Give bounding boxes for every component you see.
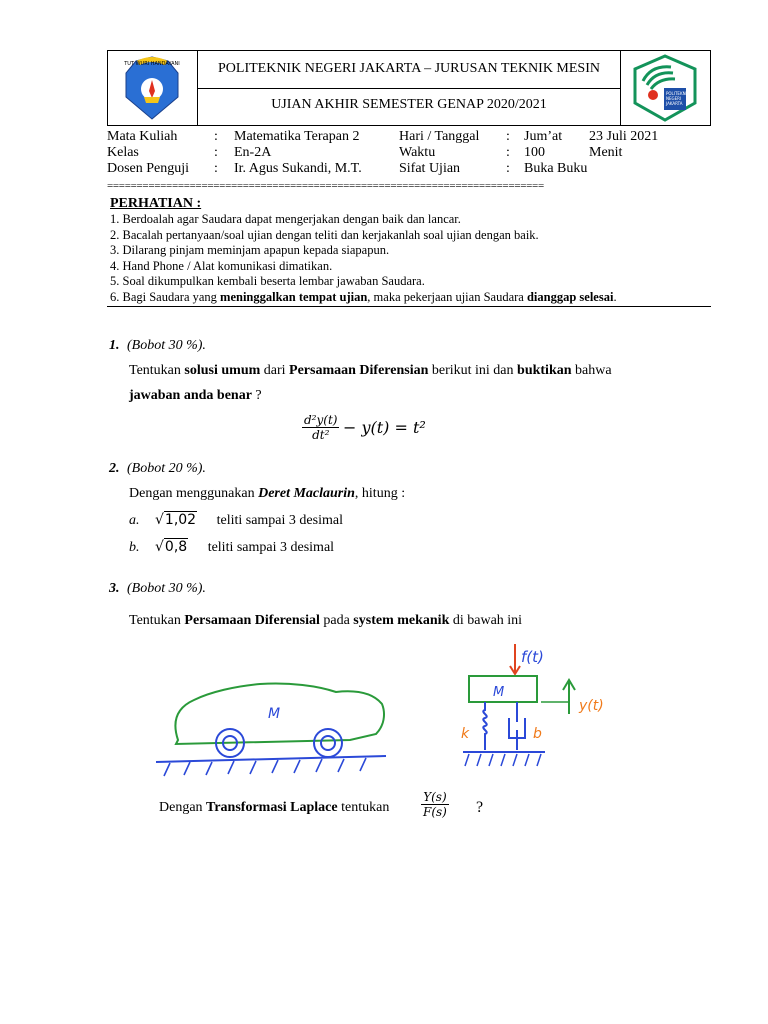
base-hatch — [465, 754, 541, 766]
q2-item-b — [129, 539, 334, 556]
hari-value: Jum’at — [524, 129, 563, 144]
text: Tentukan — [129, 613, 185, 628]
info-colons-left — [214, 129, 218, 177]
text: Dengan menggunakan — [129, 486, 259, 501]
bold-text: meninggalkan tempat ujian — [220, 289, 368, 304]
text: . — [613, 289, 617, 304]
attention-item: 2. Bacalah pertanyaan/soal ujian dengan teliti dan kerjakanlah soal ujian dengan baik. — [110, 227, 539, 242]
q1-equation — [302, 413, 426, 442]
q3-heading — [109, 581, 206, 597]
q3-weight: (Bobot 30 %). — [127, 581, 206, 596]
info-values-left — [234, 129, 362, 177]
waktu-value: 100 — [524, 145, 545, 160]
text: Tentukan — [129, 363, 185, 378]
info-labels-right — [399, 129, 479, 177]
spring-constant-label: k — [461, 726, 470, 742]
tut-wuri-handayani-logo — [108, 51, 197, 125]
attention-item: 4. Hand Phone / Alat komunikasi dimatikan. — [110, 258, 333, 273]
force-arrow — [510, 644, 520, 674]
kelas-label: Kelas — [107, 145, 139, 160]
q2-number: 2. — [109, 461, 120, 476]
item-label: a. — [129, 513, 140, 528]
text: di bawah ini — [449, 613, 523, 628]
q2-weight: (Bobot 20 %). — [127, 461, 206, 476]
colon: : — [214, 129, 218, 144]
colon: : — [506, 129, 510, 144]
question-mark: ? — [476, 799, 484, 816]
text: Dengan — [159, 800, 207, 815]
precision-note: teliti sampai 3 desimal — [207, 540, 335, 555]
pnj-logo-text-2: NEGERI — [666, 96, 682, 101]
tf-numerator: Y(s) — [421, 790, 449, 805]
item-label: b. — [129, 540, 140, 555]
kelas-value: En-2A — [234, 145, 272, 160]
eq-rest: − y(t) = t² — [342, 418, 426, 437]
separator-line: ========================================================================== — [107, 180, 544, 192]
text: pada — [319, 613, 354, 628]
transfer-function — [421, 790, 449, 819]
rear-wheel — [314, 729, 342, 757]
q1-weight: (Bobot 30 %). — [127, 338, 206, 353]
header-divider — [197, 88, 621, 89]
mata-kuliah-label: Mata Kuliah — [107, 129, 178, 144]
tanggal-value: 23 Juli 2021 — [589, 129, 659, 144]
text: tentukan — [337, 800, 390, 815]
colon: : — [214, 145, 218, 160]
colon: : — [506, 145, 510, 160]
mass-label: M — [493, 685, 505, 700]
bold-text: Persamaan Diferensian — [289, 363, 429, 378]
bold-text: system mekanik — [353, 613, 450, 628]
colon: : — [214, 161, 218, 176]
info-values-right — [524, 129, 587, 177]
spring — [483, 702, 486, 750]
text: , maka pekerjaan ujian Saudara — [367, 289, 527, 304]
q1-heading — [109, 338, 206, 354]
pnj-logo — [621, 51, 710, 125]
pnj-logo-text-3: JAKARTA — [666, 101, 683, 106]
sifat-value: Buka Buku — [524, 161, 588, 176]
waktu-unit: Menit — [589, 145, 623, 160]
car-sketch — [150, 670, 400, 785]
rear-wheel-hub — [321, 736, 335, 750]
damper — [509, 702, 525, 750]
pnj-logo-text-1: POLITEKNIK — [666, 91, 690, 96]
dosen-label: Dosen Penguji — [107, 161, 190, 176]
q2-item-a — [129, 512, 343, 529]
q1-number: 1. — [109, 338, 120, 353]
attention-item: 5. Soal dikumpulkan kembali beserta lembar jawaban Saudara. — [110, 274, 425, 289]
damping-label: b — [533, 726, 542, 742]
svg-text:TUT WURI HANDAYANI: TUT WURI HANDAYANI — [124, 61, 180, 67]
bold-text: jawaban anda benar — [129, 388, 252, 403]
displacement-arrow — [563, 680, 575, 714]
q1-text-line-1 — [129, 363, 612, 379]
text: berikut ini dan — [428, 363, 518, 378]
info-labels-left — [107, 129, 189, 177]
eq-denominator: dt² — [312, 428, 330, 442]
force-label: f(t) — [521, 648, 544, 666]
q2-text — [129, 486, 405, 502]
mata-kuliah-value: Matematika Terapan 2 — [234, 129, 360, 144]
bold-italic-text: Deret Maclaurin — [258, 486, 355, 501]
text: , hitung : — [354, 486, 406, 501]
attention-item: 1. Berdoalah agar Saudara dapat mengerjakan dengan baik dan lancar. — [110, 212, 461, 226]
exam-header-table — [107, 50, 711, 126]
attention-item: 3. Dilarang pinjam meminjam apapun kepada siapapun. — [110, 243, 390, 258]
bold-text: dianggap selesai — [526, 289, 614, 304]
radicand: 1,02 — [164, 512, 197, 528]
bold-text: buktikan — [517, 363, 572, 378]
hari-label: Hari / Tanggal — [399, 129, 480, 144]
displacement-label: y(t) — [579, 698, 604, 714]
info-extra-right — [589, 129, 658, 161]
right-logo-cell — [620, 51, 710, 125]
precision-note: teliti sampai 3 desimal — [216, 513, 343, 528]
sqrt-expression: √0,8 — [155, 539, 188, 555]
attention-list — [110, 212, 617, 306]
q3-laplace-line — [159, 800, 389, 816]
dosen-value: Ir. Agus Sukandi, M.T. — [234, 161, 362, 176]
q2-heading — [109, 461, 206, 477]
eq-numerator: d²y(t) — [304, 413, 338, 427]
text: ? — [251, 388, 262, 403]
attention-item-6 — [110, 290, 617, 306]
bold-text: Transformasi Laplace — [206, 800, 338, 815]
colon: : — [506, 161, 510, 176]
attention-title: PERHATIAN : — [110, 196, 202, 211]
text: 6. Bagi Saudara yang — [110, 289, 221, 304]
exam-title: UJIAN AKHIR SEMESTER GENAP 2020/2021 — [271, 97, 547, 112]
sqrt-expression: √1,02 — [155, 512, 197, 528]
sifat-label: Sifat Ujian — [399, 161, 461, 176]
text: dari — [260, 363, 290, 378]
waktu-label: Waktu — [399, 145, 436, 160]
bold-text: solusi umum — [184, 363, 261, 378]
left-logo-cell — [108, 51, 198, 125]
q1-text-line-2 — [129, 388, 262, 404]
car-mass-label: M — [268, 706, 281, 722]
bold-text: Persamaan Diferensial — [184, 613, 320, 628]
tf-denominator: F(s) — [423, 805, 447, 819]
attention-bottom-rule — [107, 306, 711, 307]
radicand: 0,8 — [164, 539, 188, 555]
text: bahwa — [571, 363, 612, 378]
info-colons-right — [506, 129, 510, 177]
mass-spring-damper-sketch — [455, 638, 645, 778]
ground-line — [156, 756, 386, 762]
q3-text — [129, 613, 522, 629]
institution-title: POLITEKNIK NEGERI JAKARTA – JURUSAN TEKNIK MESIN — [218, 61, 600, 76]
q3-number: 3. — [109, 581, 120, 596]
